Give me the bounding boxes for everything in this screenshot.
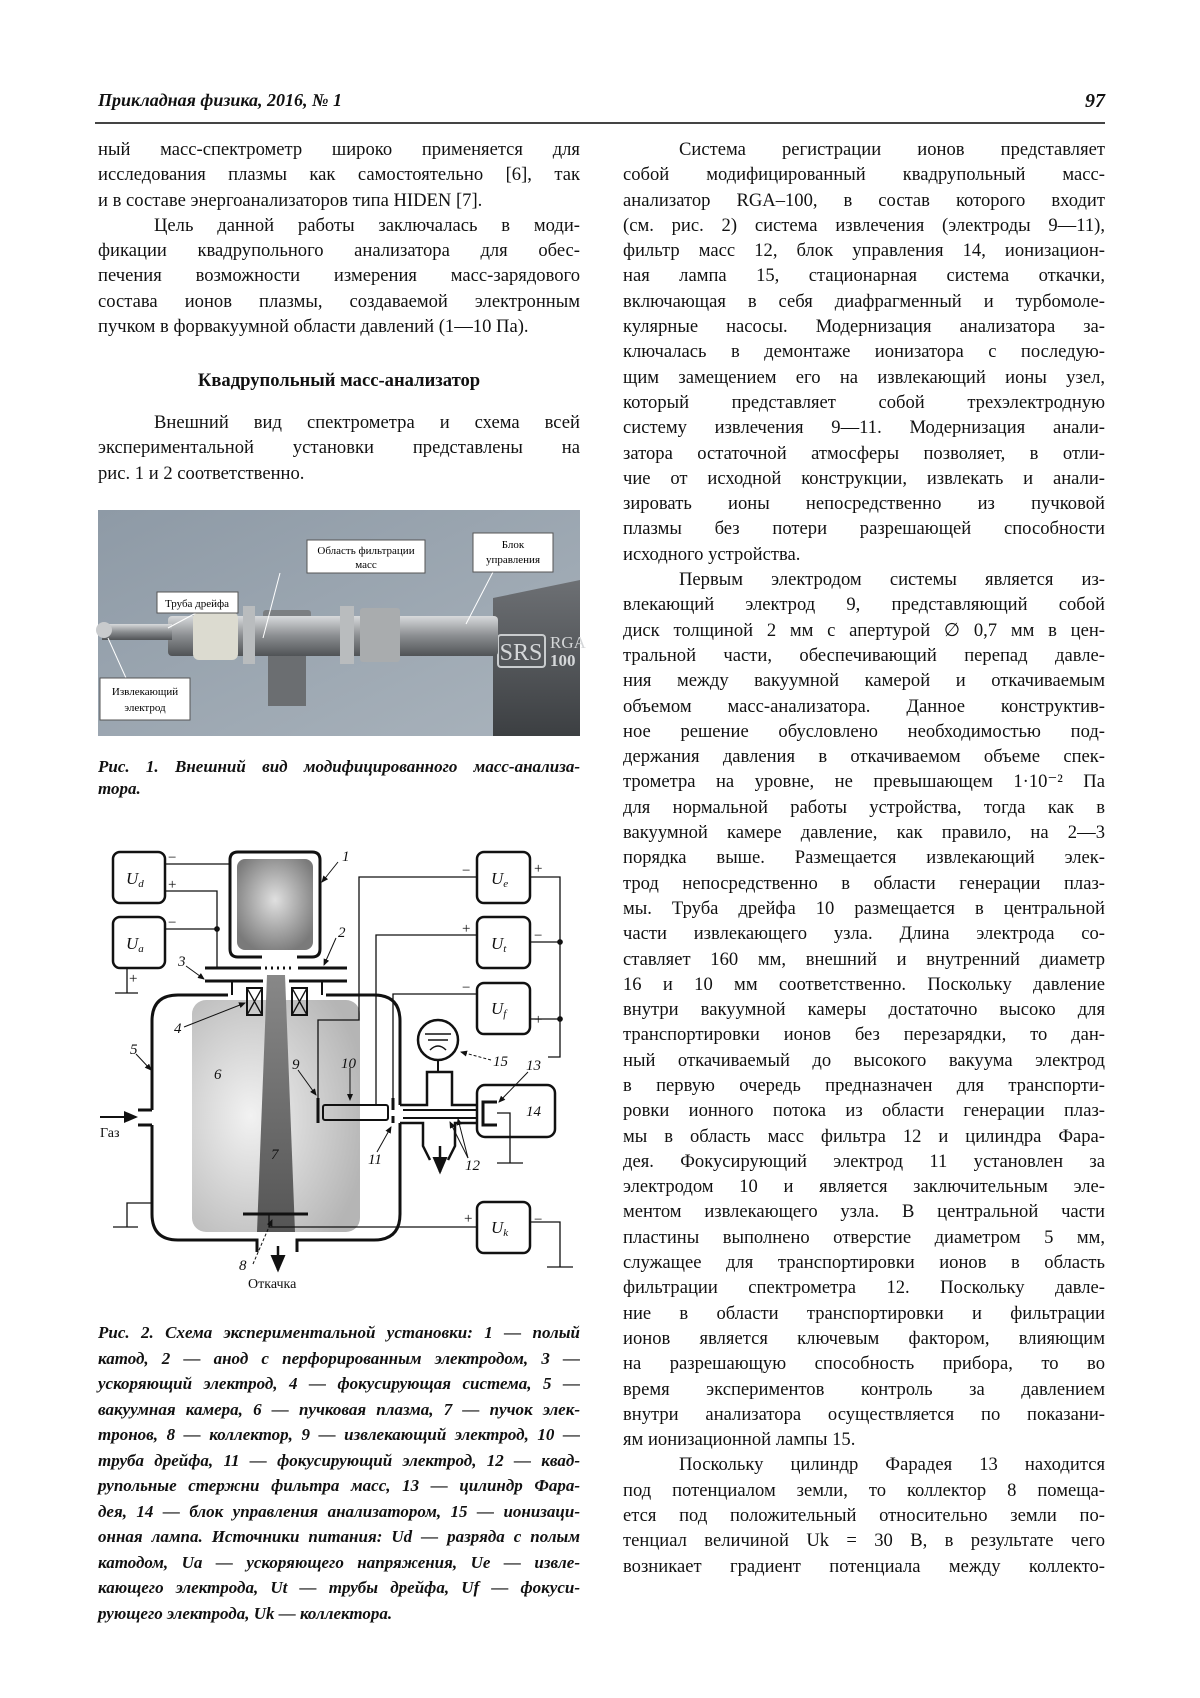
text-line: исходного устройства.	[623, 543, 801, 565]
sign-plus: +	[464, 1211, 473, 1227]
sign-plus: +	[168, 877, 177, 893]
rga-100-logo: 100	[550, 651, 576, 670]
sign-plus: +	[462, 921, 471, 937]
caption-line: рующего электрода, Uk — коллектора.	[98, 1603, 393, 1623]
caption-line: рупольные стержни фильтра масс, 13 — цилиндр Фара-	[98, 1476, 580, 1495]
caption-line: Рис. 2. Схема экспериментальной установки: 1 — полый	[98, 1323, 580, 1342]
text-line: включающая в себя диафрагменный и турбомоле-	[623, 290, 1105, 312]
label-3: 3	[178, 954, 186, 970]
section-heading: Квадрупольный масс-анализатор	[197, 370, 481, 391]
text-line: мы. Труба дрейфа 10 размещается в центральной	[623, 897, 1105, 919]
text-line: влекающий электрод 9, представляющий собой	[623, 594, 1105, 616]
text-line: внутри анализатора осуществляется по показани-	[623, 1403, 1105, 1425]
sign-minus: −	[534, 928, 543, 944]
source-label-Ut: Ut	[491, 934, 507, 955]
text-line: ный масс-спектрометр широко применяется для	[98, 139, 580, 160]
label-extracting-electrode-2: электрод	[124, 702, 166, 714]
text-line: ния между вакуумной камерой и откачиваемым	[623, 670, 1105, 692]
faraday-cup	[483, 1102, 497, 1125]
label-10: 10	[341, 1056, 356, 1072]
text-line: состава ионов плазмы, создаваемой электронным	[98, 290, 580, 312]
text-line: затора остаточной атмосферы позволяет, в отли-	[623, 442, 1105, 464]
label-pumping: Откачка	[248, 1277, 297, 1292]
header-rule	[95, 122, 1105, 124]
text-line: возникает градиент потенциала между коллекто-	[623, 1555, 1105, 1577]
text-line: ная лампа 15, стационарная система откачки,	[623, 265, 1105, 287]
rga-logo: RGA	[550, 633, 586, 652]
caption-line: труба дрейфа, 11 — фокусирующий электрод, 12 — квад-	[98, 1450, 580, 1470]
text-line: порядка выше. Размещается извлекающий элек-	[623, 847, 1105, 869]
text-line: ние в области транспортировки и фильтрации	[623, 1302, 1105, 1324]
running-header-journal: Прикладная физика, 2016, № 1	[98, 90, 343, 110]
source-label-Ua: Ua	[126, 934, 144, 955]
label-4: 4	[174, 1021, 182, 1037]
source-label-Ud: Ud	[126, 869, 144, 890]
caption-line: онная лампа. Источники питания: Ud — разряда с полым	[98, 1527, 580, 1546]
text-line: печения возможности измерения масс-зарядового	[98, 265, 580, 287]
text-line: объемом масс-анализатора. Данное конструктив-	[623, 695, 1105, 717]
text-line: который представляет собой трехэлектродную	[623, 391, 1105, 413]
text-line: тральной части, обеспечивающий перепад давле-	[623, 644, 1105, 666]
label-5: 5	[130, 1042, 138, 1058]
insulator	[193, 612, 238, 660]
text-line: тенциал величиной Uk = 30 В, в результате чего	[623, 1530, 1105, 1552]
label-control-unit-1: Блок	[501, 539, 525, 551]
text-line: диск толщиной 2 мм с апертурой ∅ 0,7 мм в цен-	[623, 619, 1105, 641]
text-line: электродом 10 и является заключительным эле-	[623, 1176, 1105, 1198]
text-line: ное решение обусловлено необходимостью под-	[623, 720, 1105, 742]
caption-line: дея, 14 — блок управления анализатором, 15 — ионизаци-	[98, 1501, 580, 1521]
text-line: анализатор RGA–100, в состав которого входит	[623, 189, 1105, 211]
text-line: Первым электродом системы является из-	[679, 569, 1105, 591]
label-11: 11	[368, 1152, 382, 1168]
text-line: ям ионизационной лампы 15.	[623, 1429, 856, 1451]
quadrupole-rods	[403, 1110, 477, 1118]
text-line: дея. Фокусирующий электрод 11 установлен за	[623, 1150, 1105, 1172]
text-line: 16 и 10 мм соответственно. Поскольку давление	[623, 973, 1105, 995]
text-line: вакуумной камере давление, как правило, на 2—3	[623, 822, 1105, 844]
text-line: зировать ионы непосредственно из пучковой	[623, 493, 1105, 515]
text-line: ментом извлекающего узла. В центральной части	[623, 1201, 1105, 1223]
label-filter-region-2: масс	[355, 559, 377, 571]
caption-line: катод, 2 — анод с перфорированным электродом, 3 —	[98, 1348, 580, 1368]
left-column-text-top	[98, 137, 580, 339]
text-line: ется под положительный относительно земли по-	[623, 1505, 1105, 1527]
text-line: щим замещением его на извлекающий ионы узел,	[623, 366, 1105, 388]
caption-line: кающего электрода, Ut — трубы дрейфа, Uf — фокуси-	[98, 1578, 580, 1597]
caption-line: тора.	[98, 779, 141, 798]
text-line: внутри вакуумной камеры достаточно высоко для	[623, 999, 1105, 1021]
label-14: 14	[526, 1104, 541, 1120]
text-line: для нормальной работы устройства, тогда как в	[623, 796, 1105, 818]
text-line: Внешний вид спектрометра и схема всей	[154, 412, 580, 433]
text-line: ионов является ключевым фактором, влияющим	[623, 1327, 1105, 1349]
text-line: Цель данной работы заключалась в моди-	[154, 214, 580, 236]
label-control-unit-2: управления	[485, 554, 541, 566]
text-line: в первую очередь предназначен для транспорти-	[623, 1074, 1105, 1096]
figure-2-schematic	[98, 846, 580, 1297]
text-line: чие от исходной конструкции, извлекать и анали-	[623, 467, 1105, 489]
label-filter-region-1: Область фильтрации	[317, 545, 415, 557]
label-extracting-electrode-1: Извлекающий	[111, 686, 179, 698]
sign-plus: +	[129, 971, 138, 987]
label-7: 7	[271, 1147, 279, 1163]
label-9: 9	[292, 1057, 300, 1073]
text-line: и в составе энергоанализаторов типа HIDEN [7].	[98, 189, 483, 211]
right-column-text	[623, 137, 1105, 1579]
text-line: ный откачиваемый до высокого вакуума электрод	[623, 1049, 1105, 1071]
analyzer-control-unit	[477, 1085, 555, 1137]
label-2: 2	[338, 925, 346, 941]
text-line: транспортировки ионов без перезарядки, то дан-	[623, 1024, 1105, 1046]
caption-line: Рис. 1. Внешний вид модифицированного масс-анализа-	[98, 757, 580, 776]
sign-minus: −	[462, 863, 471, 879]
text-line: (см. рис. 2) система извлечения (электроды 9—11),	[623, 214, 1105, 236]
text-line: мы в область масс фильтра 12 и цилиндра Фара-	[623, 1125, 1105, 1147]
source-label-Ue: Ue	[491, 869, 509, 890]
caption-line: катодом, Ua — ускоряющего напряжения, Ue — извле-	[98, 1552, 580, 1572]
text-line: кулярные насосы. Модернизация анализатора за-	[623, 316, 1105, 338]
caption-line: вакуумная камера, 6 — пучковая плазма, 7 — пучок элек-	[98, 1399, 580, 1419]
text-line: пучком в форвакуумной области давлений (1—10 Па).	[98, 316, 529, 338]
label-13: 13	[526, 1058, 541, 1074]
page-number: 97	[1085, 90, 1105, 112]
text-line: служащее для транспортировки ионов в область	[623, 1252, 1105, 1274]
text-line: под потенциалом земли, то коллектор 8 помеща-	[623, 1479, 1105, 1501]
text-line: фильтр масс 12, блок управления 14, ионизацион-	[623, 240, 1105, 262]
text-line: ставляет 160 мм, внешний и внутренний диаметр	[623, 948, 1105, 970]
label-12: 12	[465, 1158, 480, 1174]
text-line: трод непосредственно в области генерации плаз-	[623, 872, 1105, 894]
figure-1-photo	[98, 510, 586, 736]
sign-plus: +	[534, 861, 543, 877]
text-line: Поскольку цилиндр Фарадея 13 находится	[679, 1454, 1105, 1476]
text-line: время экспериментов контроль за давлением	[623, 1378, 1105, 1400]
text-line: плазмы без потери разрешающей способности	[623, 518, 1105, 540]
left-column-text-bottom	[98, 410, 580, 486]
text-line: трометра на уровне, не превышающем 1·10⁻² Па	[623, 771, 1105, 793]
sign-minus: −	[462, 980, 471, 996]
sign-minus: −	[168, 850, 177, 866]
sign-minus: −	[168, 915, 177, 931]
text-line: Система регистрации ионов представляет	[679, 139, 1105, 160]
text-line: пластины выполнено отверстие диаметром 5 мм,	[623, 1226, 1105, 1248]
caption-line: тронов, 8 — коллектор, 9 — извлекающий электрод, 10 —	[98, 1425, 580, 1444]
sign-minus: −	[534, 1212, 543, 1228]
text-line: держания давления в откачиваемом объеме спек-	[623, 746, 1105, 768]
source-label-Uf: Uf	[491, 999, 507, 1020]
text-line: на разрешающую способность прибора, то во	[623, 1353, 1105, 1375]
text-line: исследования плазмы как самостоятельно [6], так	[98, 164, 580, 186]
source-label-Uk: Uk	[491, 1218, 509, 1239]
srs-logo: SRS	[499, 640, 543, 666]
text-line: собой модифицированный квадрупольный масс-	[623, 164, 1105, 186]
label-1: 1	[342, 849, 350, 865]
text-line: систему извлечения 9—11. Модернизация анали-	[623, 417, 1105, 439]
text-line: фикации квадрупольного анализатора для обес-	[98, 240, 580, 262]
text-line: экспериментальной установки представлены на	[98, 437, 580, 459]
text-line: ровки ионного потока из области генерации плаз-	[623, 1100, 1105, 1122]
label-15: 15	[493, 1054, 508, 1070]
figure-2-caption	[98, 1320, 580, 1626]
label-6: 6	[214, 1067, 222, 1083]
caption-line: ускоряющий электрод, 4 — фокусирующая система, 5 —	[98, 1374, 580, 1393]
text-line: ключалась в демонтаже ионизатора с последую-	[623, 341, 1105, 363]
sign-plus: +	[534, 1012, 543, 1028]
label-drift-tube: Труба дрейфа	[164, 598, 230, 610]
text-line: части извлекающего узла. Длина электрода со-	[623, 923, 1105, 945]
label-8: 8	[239, 1258, 247, 1274]
label-gas: Газ	[100, 1126, 120, 1141]
text-line: рис. 1 и 2 соответственно.	[98, 462, 305, 484]
figure-1-caption	[98, 756, 580, 800]
text-line: фильтрации спектрометра 12. Поскольку давле-	[623, 1277, 1105, 1299]
